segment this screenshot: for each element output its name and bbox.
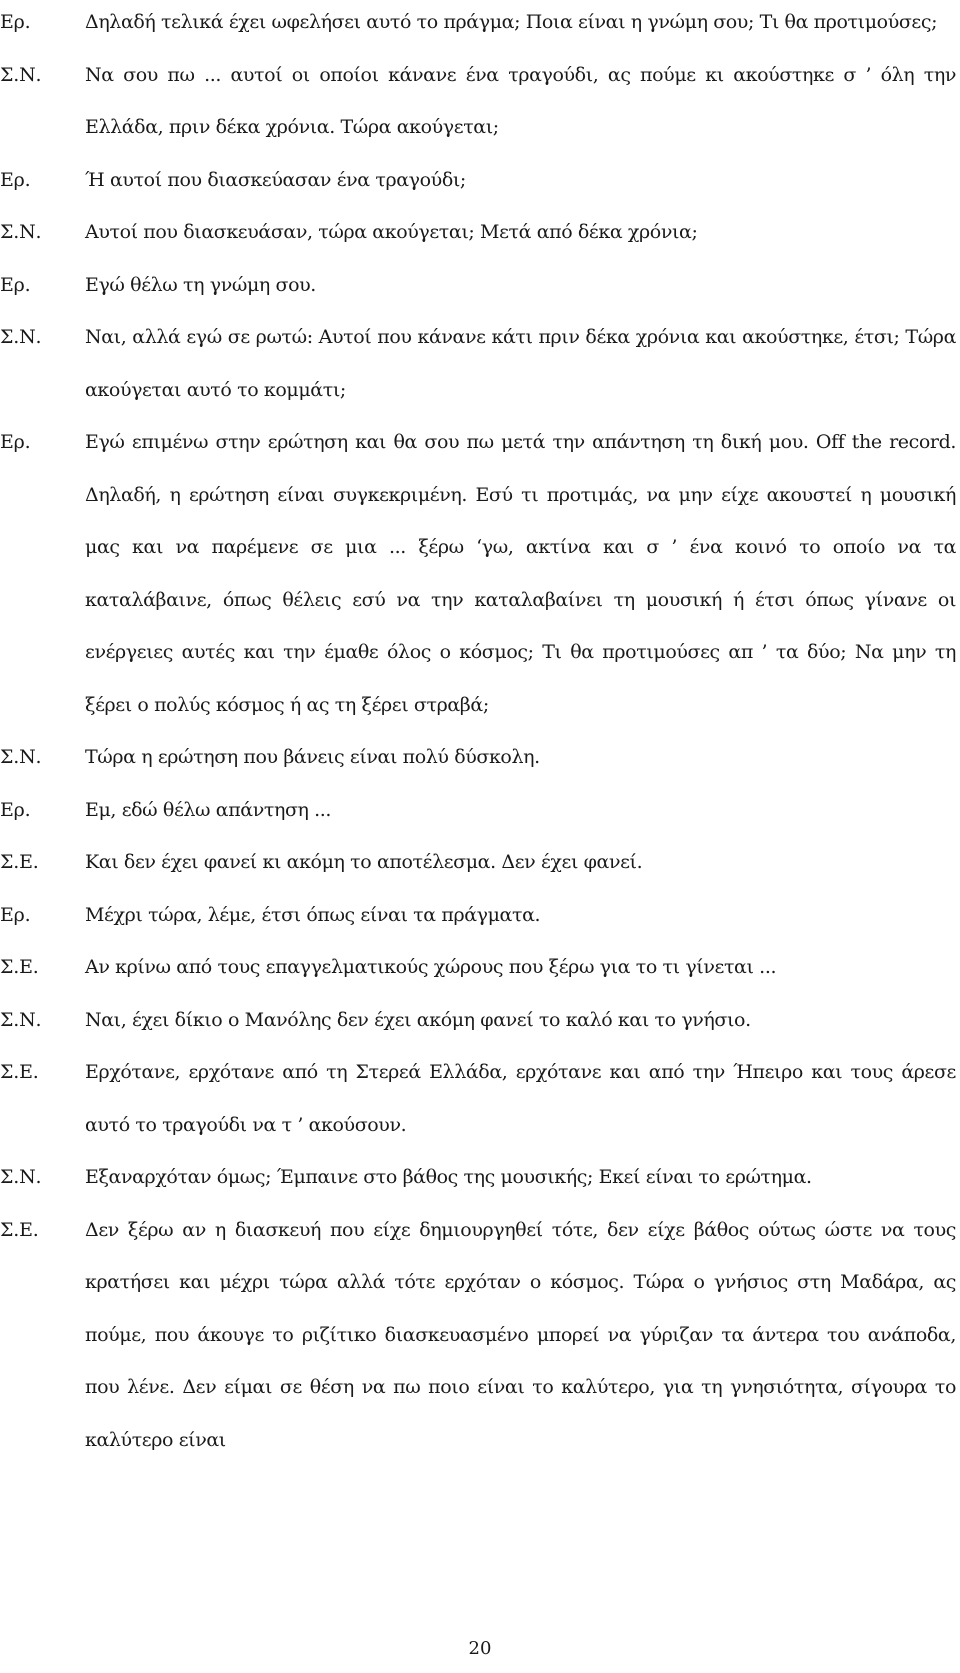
dialogue-entry xyxy=(0,1151,960,1204)
speaker-label: Ερ. xyxy=(0,431,31,453)
dialogue-text: Ναι, έχει δίκιο ο Μανόλης δεν έχει ακόμη φανεί το καλό και το γνήσιο. xyxy=(85,1008,751,1031)
speaker-label: Ερ. xyxy=(0,903,31,926)
speaker-label: Σ.Ε. xyxy=(0,1218,39,1241)
dialogue-entry xyxy=(0,416,960,731)
speaker-label: Σ.Ν. xyxy=(0,221,42,243)
dialogue-entry xyxy=(0,784,960,837)
page-number: 20 xyxy=(468,1638,492,1659)
dialogue-text: Αυτοί που διασκευάσαν, τώρα ακούγεται; Μετά από δέκα χρόνια; xyxy=(85,221,698,243)
dialogue-text: Εξαναρχόταν όμως; Έμπαινε στο βάθος της μουσικής; Εκεί είναι το ερώτημα. xyxy=(85,1166,812,1188)
dialogue-entry xyxy=(0,49,960,154)
speaker-label: Ερ. xyxy=(0,798,31,821)
speaker-label: Σ.Ν. xyxy=(0,1008,42,1031)
speaker-label: Σ.Ε. xyxy=(0,851,39,873)
dialogue-entry xyxy=(0,0,960,49)
dialogue-text: Ερχότανε, ερχότανε από τη Στερεά Ελλάδα, ερχότανε και από την Ήπειρο και τους άρεσε αυτό το τραγούδι να τ ’ ακούσουν. xyxy=(85,1061,956,1136)
dialogue-entry xyxy=(0,1204,960,1467)
dialogue-entry xyxy=(0,994,960,1047)
dialogue-text: Εμ, εδώ θέλω απάντηση ... xyxy=(85,798,332,821)
speaker-label: Ερ. xyxy=(0,11,31,33)
dialogue-entry xyxy=(0,311,960,416)
speaker-label: Ερ. xyxy=(0,168,31,191)
dialogue-text: Και δεν έχει φανεί κι ακόμη το αποτέλεσμα. Δεν έχει φανεί. xyxy=(85,851,643,873)
dialogue-entry xyxy=(0,154,960,207)
speaker-label: Σ.Ε. xyxy=(0,956,39,978)
dialogue-text: Να σου πω ... αυτοί οι οποίοι κάνανε ένα τραγούδι, ας πούμε κι ακούστηκε σ ’ όλη την Ελλάδα, πριν δέκα χρόνια. Τώρα ακούγεται; xyxy=(85,63,956,138)
speaker-label: Σ.Ν. xyxy=(0,746,42,768)
dialogue-text: Δεν ξέρω αν η διασκευή που είχε δημιουργηθεί τότε, δεν είχε βάθος ούτως ώστε να τους κρατήσει και μέχρι τώρα αλλά τότε ερχόταν ο κόσμος. Τώρα ο γνήσιος στη Μαδάρα, ας πούμε, που άκουγε το ριζίτικο διασκευασμένο μπορεί να γύριζαν τα άντερα του ανάποδα, που λένε. Δεν είμαι σε θέση να πω ποιο είναι το καλύτερο, για τη γνησιότητα, σίγουρα το καλύτερο είναι xyxy=(85,1218,956,1451)
speaker-label: Σ.Ν. xyxy=(0,63,42,86)
dialogue-text: Δηλαδή τελικά έχει ωφελήσει αυτό το πράγμα; Ποια είναι η γνώμη σου; Τι θα προτιμούσες; xyxy=(85,11,938,33)
speaker-label: Σ.Ν. xyxy=(0,1166,42,1188)
dialogue-entry xyxy=(0,1046,960,1151)
dialogue-text: Μέχρι τώρα, λέμε, έτσι όπως είναι τα πράγματα. xyxy=(85,903,541,926)
dialogue-entry xyxy=(0,836,960,889)
dialogue-entry xyxy=(0,259,960,312)
dialogue-entry xyxy=(0,731,960,784)
dialogue-entry xyxy=(0,206,960,259)
dialogue-text: Αν κρίνω από τους επαγγελματικούς χώρους που ξέρω για το τι γίνεται ... xyxy=(85,956,777,978)
dialogue-text: Εγώ επιμένω στην ερώτηση και θα σου πω μετά την απάντηση τη δική μου. Off the record. Δηλαδή, η ερώτηση είναι συγκεκριμένη. Εσύ τι προτιμάς, να μην είχε ακουστεί η μουσική μας και να παρέμενε σε μια ... ξέρω ‘γω, ακτίνα και σ ’ ένα κοινό το οποίο να τα καταλάβαινε, όπως θέλεις εσύ να την καταλαβαίνει τη μουσική ή έτσι όπως γίνανε οι ενέργειες αυτές και την έμαθε όλος ο κόσμος; Τι θα προτιμούσες απ ’ τα δύο; Να μην τη ξέρει ο πολύς κόσμος ή ας τη ξέρει στραβά; xyxy=(85,431,956,716)
dialogue-entry xyxy=(0,889,960,942)
dialogue-text: Ή αυτοί που διασκεύασαν ένα τραγούδι; xyxy=(85,168,466,191)
dialogue-text: Τώρα η ερώτηση που βάνεις είναι πολύ δύσκολη. xyxy=(85,746,540,768)
dialogue-entry xyxy=(0,941,960,994)
dialogue-text: Εγώ θέλω τη γνώμη σου. xyxy=(85,273,316,296)
dialogue-text: Ναι, αλλά εγώ σε ρωτώ: Αυτοί που κάνανε κάτι πριν δέκα χρόνια και ακούστηκε, έτσι; Τώρα ακούγεται αυτό το κομμάτι; xyxy=(85,326,956,401)
speaker-label: Σ.Ν. xyxy=(0,326,42,348)
speaker-label: Ερ. xyxy=(0,273,31,296)
speaker-label: Σ.Ε. xyxy=(0,1061,39,1083)
